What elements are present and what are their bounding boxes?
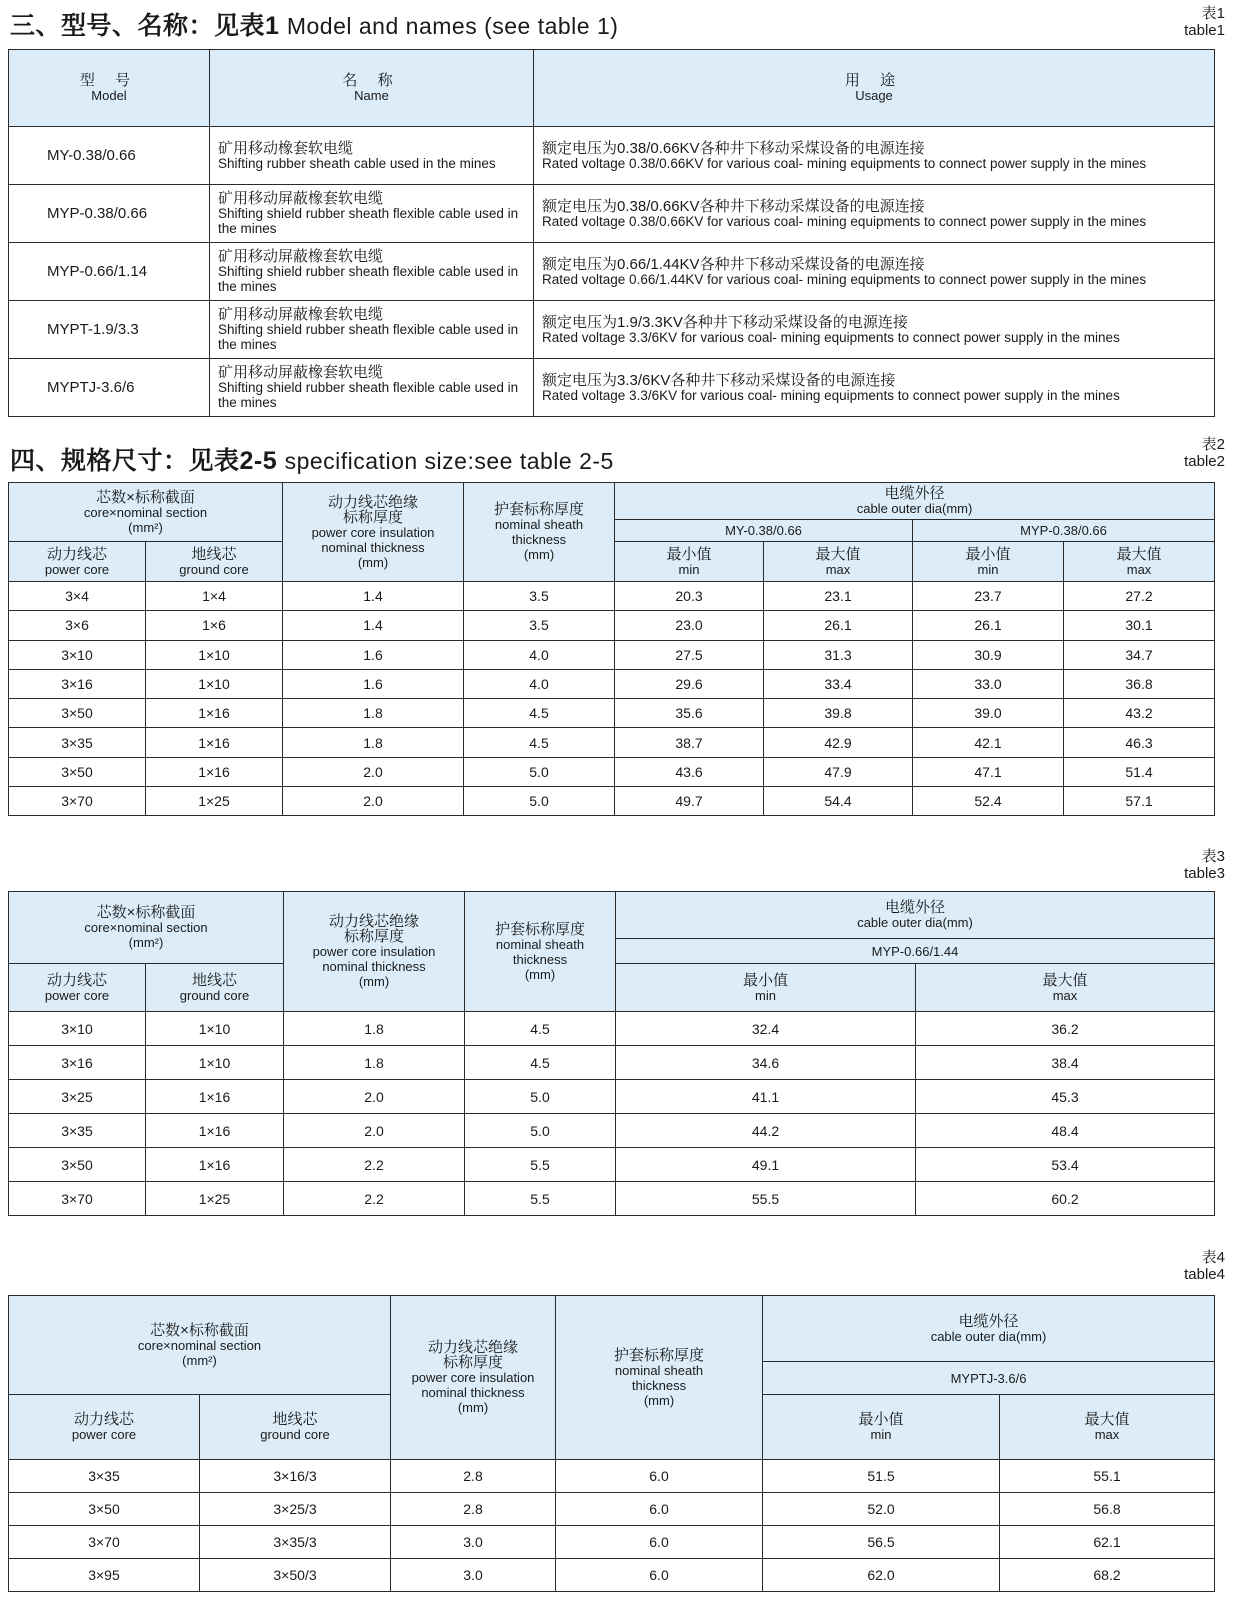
table4-header-sheath: 护套标称厚度 nominal sheath thickness (mm) (556, 1296, 763, 1460)
table-cell: 26.1 (764, 611, 913, 640)
table-cell: 3.5 (464, 582, 615, 611)
table-cell: 2.2 (284, 1182, 465, 1216)
table-row (9, 1182, 1215, 1216)
table2-header-insulation: 动力线芯绝缘 标称厚度 power core insulation nominal thickness (mm) (283, 483, 464, 582)
table-cell: 41.1 (616, 1080, 916, 1114)
table1-header-row (9, 50, 1215, 127)
table-cell: 3×16/3 (200, 1460, 391, 1493)
table1-label-zh: 表1 (1201, 5, 1225, 22)
table-cell: 30.1 (1064, 611, 1215, 640)
table-cell: 3×70 (9, 1526, 200, 1559)
table-cell: 54.4 (764, 787, 913, 816)
table-cell: 6.0 (556, 1493, 763, 1526)
name-zh: 矿用移动屏蔽橡套软电缆 (218, 306, 384, 323)
table4-header-min: 最小值 min (763, 1395, 1000, 1460)
table-cell: 23.0 (615, 611, 764, 640)
table1-header-usage: 用 途 Usage (534, 50, 1215, 127)
table-row (9, 699, 1215, 728)
table2-header-sheath: 护套标称厚度 nominal sheath thickness (mm) (464, 483, 615, 582)
table-cell: 5.0 (464, 787, 615, 816)
usage-cell (534, 301, 1215, 359)
table-cell: 3×35 (9, 728, 146, 757)
table3-header-core: 芯数×标称截面 core×nominal section (mm²) (9, 892, 284, 964)
table-cell: 30.9 (913, 640, 1064, 669)
table2-label-zh: 表2 (1201, 436, 1225, 453)
table-cell: 35.6 (615, 699, 764, 728)
name-zh: 矿用移动屏蔽橡套软电缆 (218, 190, 384, 207)
table2-header-power-core: 动力线芯 power core (9, 542, 146, 582)
table-cell: 1×10 (146, 669, 283, 698)
table-cell: 26.1 (913, 611, 1064, 640)
table-cell: 23.7 (913, 582, 1064, 611)
table4-header-max: 最大值 max (1000, 1395, 1215, 1460)
table2-label (1184, 436, 1225, 470)
table-cell: 2.0 (283, 787, 464, 816)
usage-zh: 额定电压为0.38/0.66KV各种井下移动采煤设备的电源连接 (542, 139, 925, 157)
table-cell: 3×6 (9, 611, 146, 640)
table-cell: 6.0 (556, 1559, 763, 1592)
section4-heading (10, 441, 614, 477)
table-cell: 3×4 (9, 582, 146, 611)
table3-label (1184, 848, 1225, 882)
table-cell: 36.8 (1064, 669, 1215, 698)
table-cell: 32.4 (616, 1012, 916, 1046)
table-cell: 3×50 (9, 1148, 146, 1182)
table-cell: 2.0 (283, 757, 464, 786)
table-cell: 1×6 (146, 611, 283, 640)
model-cell: MYP-0.38/0.66 (9, 185, 210, 243)
table2 (8, 482, 1215, 816)
table-cell: 1.4 (283, 582, 464, 611)
table-cell: 53.4 (916, 1148, 1215, 1182)
table-cell: 3.0 (391, 1559, 556, 1592)
table-cell: 51.4 (1064, 757, 1215, 786)
table-row (9, 359, 1215, 417)
table3-header-sheath: 护套标称厚度 nominal sheath thickness (mm) (465, 892, 616, 1012)
name-zh: 矿用移动屏蔽橡套软电缆 (218, 248, 384, 265)
table-cell: 3.0 (391, 1526, 556, 1559)
table4-header-core: 芯数×标称截面 core×nominal section (mm²) (9, 1296, 391, 1395)
table-cell: 39.8 (764, 699, 913, 728)
table-cell: 1×16 (146, 757, 283, 786)
name-cell (210, 243, 534, 301)
table4-header-model: MYPTJ-3.6/6 (763, 1362, 1215, 1395)
table-cell: 38.7 (615, 728, 764, 757)
table-cell: 3×10 (9, 640, 146, 669)
table-row (9, 728, 1215, 757)
table-row (9, 787, 1215, 816)
name-cell (210, 301, 534, 359)
table1-header-name: 名 称 Name (210, 50, 534, 127)
name-en: Shifting shield rubber sheath flexible cable used in the mines (218, 322, 519, 352)
table-cell: 4.5 (464, 728, 615, 757)
model-cell: MY-0.38/0.66 (9, 127, 210, 185)
table-cell: 42.1 (913, 728, 1064, 757)
table-cell: 3×35 (9, 1114, 146, 1148)
table-cell: 2.0 (284, 1080, 465, 1114)
table-cell: 1.8 (284, 1012, 465, 1046)
table-cell: 3×50 (9, 699, 146, 728)
usage-cell (534, 127, 1215, 185)
table-cell: 6.0 (556, 1460, 763, 1493)
table-cell: 1.6 (283, 669, 464, 698)
table-cell: 3×35/3 (200, 1526, 391, 1559)
table4-label-zh: 表4 (1201, 1249, 1225, 1266)
table4-header-insulation: 动力线芯绝缘 标称厚度 power core insulation nominal thickness (mm) (391, 1296, 556, 1460)
table-cell: 6.0 (556, 1526, 763, 1559)
table-cell: 55.5 (616, 1182, 916, 1216)
table-cell: 3×25 (9, 1080, 146, 1114)
table-cell: 1.8 (283, 699, 464, 728)
table-cell: 5.5 (465, 1182, 616, 1216)
table-cell: 56.8 (1000, 1493, 1215, 1526)
table-cell: 56.5 (763, 1526, 1000, 1559)
table-cell: 1×10 (146, 1012, 284, 1046)
table-cell: 2.2 (284, 1148, 465, 1182)
table-cell: 1×10 (146, 640, 283, 669)
table-cell: 49.1 (616, 1148, 916, 1182)
table-row (9, 1012, 1215, 1046)
table2-header-min-a: 最小值 min (615, 542, 764, 582)
table-row (9, 185, 1215, 243)
table-cell: 45.3 (916, 1080, 1215, 1114)
table-cell: 27.2 (1064, 582, 1215, 611)
table-cell: 49.7 (615, 787, 764, 816)
section3-title-en: Model and names (see table 1) (286, 13, 619, 39)
table-cell: 62.1 (1000, 1526, 1215, 1559)
table1-label (1184, 5, 1225, 39)
table-cell: 5.0 (465, 1114, 616, 1148)
usage-en: Rated voltage 3.3/6KV for various coal- mining equipments to connect power supply in the mines (542, 387, 1120, 403)
table-row (9, 127, 1215, 185)
table-row (9, 1114, 1215, 1148)
name-cell (210, 127, 534, 185)
table-cell: 23.1 (764, 582, 913, 611)
usage-zh: 额定电压为0.38/0.66KV各种井下移动采煤设备的电源连接 (542, 197, 925, 215)
table3-header-outer-dia: 电缆外径 cable outer dia(mm) (616, 892, 1215, 939)
table-cell: 3×25/3 (200, 1493, 391, 1526)
name-zh: 矿用移动屏蔽橡套软电缆 (218, 364, 384, 381)
table2-header-ground-core: 地线芯 ground core (146, 542, 283, 582)
name-zh: 矿用移动橡套软电缆 (218, 139, 354, 157)
table-cell: 2.8 (391, 1493, 556, 1526)
usage-en: Rated voltage 0.38/0.66KV for various coal- mining equipments to connect power supply in the mines (542, 155, 1147, 171)
table-cell: 3×95 (9, 1559, 200, 1592)
table2-header-max-a: 最大值 max (764, 542, 913, 582)
table-cell: 3×70 (9, 787, 146, 816)
table-cell: 29.6 (615, 669, 764, 698)
table1 (8, 49, 1215, 417)
table-cell: 3.5 (464, 611, 615, 640)
model-cell: MYPTJ-3.6/6 (9, 359, 210, 417)
table-cell: 1×25 (146, 787, 283, 816)
table-cell: 4.0 (464, 640, 615, 669)
table-row (9, 582, 1215, 611)
table3-header-insulation: 动力线芯绝缘 标称厚度 power core insulation nominal thickness (mm) (284, 892, 465, 1012)
table-cell: 4.5 (465, 1012, 616, 1046)
table-row (9, 243, 1215, 301)
table-cell: 43.6 (615, 757, 764, 786)
table3-header-model: MYP-0.66/1.44 (616, 939, 1215, 964)
table-cell: 3×50/3 (200, 1559, 391, 1592)
table-cell: 60.2 (916, 1182, 1215, 1216)
table-cell: 39.0 (913, 699, 1064, 728)
table-cell: 2.8 (391, 1460, 556, 1493)
section3-heading (10, 6, 618, 42)
table-cell: 27.5 (615, 640, 764, 669)
table-cell: 1.4 (283, 611, 464, 640)
section3-title-zh: 三、型号、名称：见表1 (10, 12, 280, 40)
table-cell: 3×70 (9, 1182, 146, 1216)
table-cell: 1×4 (146, 582, 283, 611)
usage-zh: 额定电压为0.66/1.44KV各种井下移动采煤设备的电源连接 (542, 255, 925, 273)
table1-header-model: 型 号 Model (9, 50, 210, 127)
table4-header-ground-core: 地线芯 ground core (200, 1395, 391, 1460)
name-en: Shifting shield rubber sheath flexible cable used in the mines (218, 206, 519, 236)
table-cell: 1×16 (146, 1114, 284, 1148)
table-cell: 34.6 (616, 1046, 916, 1080)
table-cell: 1×10 (146, 1046, 284, 1080)
table3 (8, 891, 1215, 1216)
table-cell: 44.2 (616, 1114, 916, 1148)
table1-label-en: table1 (1184, 22, 1225, 39)
model-cell: MYP-0.66/1.14 (9, 243, 210, 301)
table-cell: 38.4 (916, 1046, 1215, 1080)
table4-header-power-core: 动力线芯 power core (9, 1395, 200, 1460)
table-cell: 4.0 (464, 669, 615, 698)
usage-cell (534, 185, 1215, 243)
model-cell: MYPT-1.9/3.3 (9, 301, 210, 359)
table3-label-zh: 表3 (1201, 848, 1225, 865)
table-cell: 31.3 (764, 640, 913, 669)
table-row (9, 1493, 1215, 1526)
usage-en: Rated voltage 0.66/1.44KV for various coal- mining equipments to connect power supply in the mines (542, 271, 1147, 287)
table-row (9, 757, 1215, 786)
table2-label-en: table2 (1184, 453, 1225, 470)
table3-header-power-core: 动力线芯 power core (9, 964, 146, 1012)
table-cell: 48.4 (916, 1114, 1215, 1148)
table-cell: 3×16 (9, 669, 146, 698)
usage-en: Rated voltage 0.38/0.66KV for various coal- mining equipments to connect power supply in the mines (542, 213, 1147, 229)
table-cell: 3×16 (9, 1046, 146, 1080)
table-cell: 68.2 (1000, 1559, 1215, 1592)
table-cell: 62.0 (763, 1559, 1000, 1592)
usage-cell (534, 243, 1215, 301)
table4-label (1184, 1249, 1225, 1283)
table3-label-en: table3 (1184, 865, 1225, 882)
table2-header-core: 芯数×标称截面 core×nominal section (mm²) (9, 483, 283, 542)
section4-title-zh: 四、规格尺寸：见表2-5 (10, 447, 278, 475)
table-cell: 33.0 (913, 669, 1064, 698)
table-row (9, 301, 1215, 359)
name-en: Shifting rubber sheath cable used in the mines (218, 155, 496, 171)
table-cell: 52.4 (913, 787, 1064, 816)
table-row (9, 1526, 1215, 1559)
table-cell: 3×10 (9, 1012, 146, 1046)
table3-header-min: 最小值 min (616, 964, 916, 1012)
table-cell: 43.2 (1064, 699, 1215, 728)
table-cell: 2.0 (284, 1114, 465, 1148)
table3-header-ground-core: 地线芯 ground core (146, 964, 284, 1012)
usage-cell (534, 359, 1215, 417)
name-en: Shifting shield rubber sheath flexible cable used in the mines (218, 380, 519, 410)
table-cell: 20.3 (615, 582, 764, 611)
table-cell: 5.0 (465, 1080, 616, 1114)
table2-header-model-b: MYP-0.38/0.66 (913, 520, 1215, 542)
section4-title-en: specification size:see table 2-5 (284, 448, 614, 474)
table-cell: 1.8 (284, 1046, 465, 1080)
table-cell: 4.5 (464, 699, 615, 728)
table-cell: 3×35 (9, 1460, 200, 1493)
table-row (9, 640, 1215, 669)
table2-header-max-b: 最大值 max (1064, 542, 1215, 582)
table-row (9, 1460, 1215, 1493)
table-row (9, 1559, 1215, 1592)
table-row (9, 1046, 1215, 1080)
table-cell: 4.5 (465, 1046, 616, 1080)
table-row (9, 669, 1215, 698)
usage-zh: 额定电压为1.9/3.3KV各种井下移动采煤设备的电源连接 (542, 313, 908, 331)
table-cell: 5.0 (464, 757, 615, 786)
table-row (9, 611, 1215, 640)
table-cell: 33.4 (764, 669, 913, 698)
table-cell: 46.3 (1064, 728, 1215, 757)
table-cell: 3×50 (9, 757, 146, 786)
table-cell: 47.1 (913, 757, 1064, 786)
table2-header-min-b: 最小值 min (913, 542, 1064, 582)
table2-header-model-a: MY-0.38/0.66 (615, 520, 913, 542)
table-cell: 42.9 (764, 728, 913, 757)
table-cell: 36.2 (916, 1012, 1215, 1046)
table-row (9, 1148, 1215, 1182)
table3-header-max: 最大值 max (916, 964, 1215, 1012)
table-cell: 3×50 (9, 1493, 200, 1526)
table-cell: 1×16 (146, 1080, 284, 1114)
table-cell: 5.5 (465, 1148, 616, 1182)
table4-header-outer-dia: 电缆外径 cable outer dia(mm) (763, 1296, 1215, 1362)
table-cell: 1×16 (146, 699, 283, 728)
table-cell: 51.5 (763, 1460, 1000, 1493)
table-cell: 1×16 (146, 728, 283, 757)
table-cell: 34.7 (1064, 640, 1215, 669)
table-cell: 1.8 (283, 728, 464, 757)
table-row (9, 1080, 1215, 1114)
table-cell: 47.9 (764, 757, 913, 786)
usage-en: Rated voltage 3.3/6KV for various coal- mining equipments to connect power supply in the mines (542, 329, 1120, 345)
table-cell: 1×16 (146, 1148, 284, 1182)
table-cell: 55.1 (1000, 1460, 1215, 1493)
name-cell (210, 185, 534, 243)
table-cell: 1.6 (283, 640, 464, 669)
table2-header-outer-dia: 电缆外径 cable outer dia(mm) (615, 483, 1215, 520)
name-cell (210, 359, 534, 417)
usage-zh: 额定电压为3.3/6KV各种井下移动采煤设备的电源连接 (542, 371, 896, 389)
table-cell: 52.0 (763, 1493, 1000, 1526)
table4 (8, 1295, 1215, 1592)
table-cell: 57.1 (1064, 787, 1215, 816)
table4-label-en: table4 (1184, 1266, 1225, 1283)
name-en: Shifting shield rubber sheath flexible cable used in the mines (218, 264, 519, 294)
table-cell: 1×25 (146, 1182, 284, 1216)
